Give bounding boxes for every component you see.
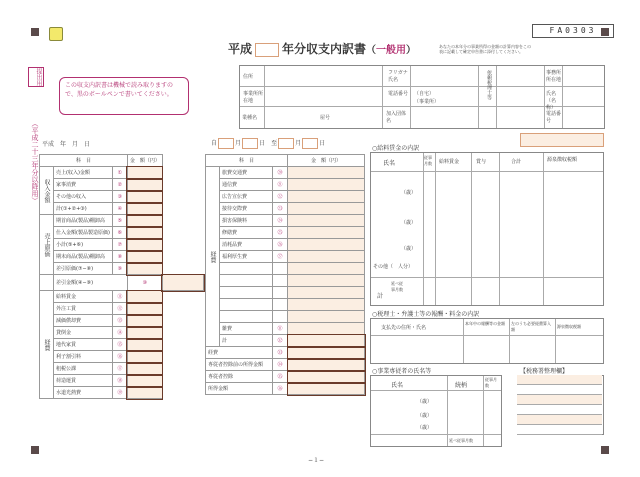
staff-age-3: （歳） bbox=[417, 425, 433, 431]
salary-months-total: 延べ従事月数 bbox=[391, 281, 403, 292]
table-row bbox=[206, 275, 365, 287]
amount-field[interactable] bbox=[288, 311, 365, 323]
label-phone-office: （事業所） bbox=[414, 99, 440, 105]
label-member: 加入団体名 bbox=[386, 111, 407, 124]
fee-panel bbox=[370, 318, 604, 364]
amount-field[interactable] bbox=[127, 167, 162, 179]
table-row bbox=[206, 263, 365, 275]
amount-field[interactable] bbox=[127, 363, 162, 375]
table-row bbox=[40, 239, 204, 251]
col-item-2: 科 目 bbox=[206, 155, 288, 167]
row-label: 減価償却費 bbox=[54, 315, 113, 327]
amount-field[interactable] bbox=[127, 303, 162, 315]
table-row bbox=[206, 215, 365, 227]
table-row bbox=[206, 239, 365, 251]
amount-field[interactable] bbox=[127, 291, 162, 303]
tax-office-heading: 【税務署整理欄】 bbox=[520, 368, 569, 375]
col-amount: 金 額（円） bbox=[127, 155, 162, 167]
salary-heading: ○給料賃金の内訳 bbox=[372, 145, 420, 152]
table-row bbox=[40, 179, 204, 191]
table-row bbox=[40, 191, 204, 203]
row-label: 期首商品(製品)棚卸高 bbox=[54, 215, 113, 227]
staff-heading: ○事業専従者の氏名等 bbox=[372, 368, 432, 375]
table-row bbox=[40, 387, 204, 399]
label-address: 住所 bbox=[243, 74, 254, 80]
staff-col-months: 従事月数 bbox=[485, 377, 497, 388]
amount-field[interactable] bbox=[288, 299, 365, 311]
period-line: 自 月 日 至 月 日 bbox=[211, 140, 326, 147]
label-phone-home: （自宅） bbox=[414, 91, 435, 97]
row-number: ㉖ bbox=[273, 239, 288, 251]
logo-icon bbox=[49, 27, 63, 41]
row-number: ⑳ bbox=[273, 167, 288, 179]
row-label bbox=[220, 263, 273, 275]
amount-field[interactable] bbox=[288, 239, 365, 251]
fee-col-name: 支払先の住所・氏名 bbox=[381, 325, 427, 331]
corner-mark-top-left bbox=[31, 28, 39, 36]
row-number: ㉟ bbox=[273, 371, 288, 383]
row-number: ⑯ bbox=[112, 351, 127, 363]
salary-col-bonus: 賞与 bbox=[476, 159, 487, 165]
label-trade: 業種名 bbox=[242, 115, 258, 121]
row-number: ㉜ bbox=[273, 335, 288, 347]
row-label bbox=[220, 287, 273, 299]
row-label: 専従者控除 bbox=[206, 371, 273, 383]
label-agent-name: 氏名（名称） bbox=[546, 91, 557, 111]
row-label: 修繕費 bbox=[220, 227, 273, 239]
year-box[interactable] bbox=[255, 43, 279, 57]
row-label: 損害保険料 bbox=[220, 215, 273, 227]
row-label: 消耗品費 bbox=[220, 239, 273, 251]
tax-office-row[interactable] bbox=[517, 385, 602, 395]
row-number: ㉓ bbox=[273, 203, 288, 215]
period-to-month[interactable] bbox=[278, 138, 294, 149]
row-label: 通信費 bbox=[220, 179, 273, 191]
fee-col-needed: 左のうち必要経費算入額 bbox=[511, 321, 551, 332]
table-row bbox=[40, 251, 204, 263]
table-row bbox=[206, 167, 365, 179]
amount-field[interactable] bbox=[288, 203, 365, 215]
row-number: ㉝ bbox=[273, 347, 288, 359]
table-row bbox=[40, 167, 204, 179]
table-row bbox=[206, 371, 365, 383]
amount-field[interactable] bbox=[162, 275, 203, 291]
row-label: 所得金額 bbox=[206, 383, 273, 395]
table-row bbox=[40, 315, 204, 327]
salary-code-box[interactable] bbox=[520, 133, 604, 147]
label-shop: 屋号 bbox=[320, 115, 331, 121]
row-number: ⑭ bbox=[112, 327, 127, 339]
row-label bbox=[220, 275, 273, 287]
row-label: 雑費 bbox=[220, 323, 273, 335]
row-label: 貸倒金 bbox=[54, 327, 113, 339]
amount-field[interactable] bbox=[127, 239, 162, 251]
section-label: 経費 bbox=[206, 167, 220, 347]
col-amount-2: 金 額（円） bbox=[288, 155, 365, 167]
amount-field[interactable] bbox=[288, 287, 365, 299]
row-label: 外注工賃 bbox=[54, 303, 113, 315]
side-label: （平成二十三年分以降用） bbox=[31, 120, 39, 204]
header-box bbox=[239, 65, 605, 129]
amount-field[interactable] bbox=[288, 323, 365, 335]
col-item: 科 目 bbox=[40, 155, 128, 167]
salary-age-2: （歳） bbox=[401, 220, 417, 226]
table-row bbox=[40, 327, 204, 339]
table-row bbox=[206, 191, 365, 203]
row-number: ㉒ bbox=[273, 191, 288, 203]
salary-col-total: 合計 bbox=[511, 159, 522, 165]
income-table bbox=[39, 154, 204, 399]
label-phone: 電話番号 bbox=[388, 91, 409, 97]
table-row bbox=[206, 179, 365, 191]
row-number: ⑫ bbox=[112, 303, 127, 315]
table-row bbox=[206, 299, 365, 311]
row-number: ㉞ bbox=[273, 359, 288, 371]
amount-field[interactable] bbox=[288, 347, 365, 359]
row-label: 荷造運賃 bbox=[54, 375, 113, 387]
row-number: ⑬ bbox=[112, 315, 127, 327]
row-number bbox=[273, 311, 288, 323]
expense-table bbox=[205, 154, 365, 395]
row-label: 計(①+②+③) bbox=[54, 203, 113, 215]
amount-field[interactable] bbox=[288, 263, 365, 275]
row-label: 期末商品(製品)棚卸高 bbox=[54, 251, 113, 263]
label-furigana: フリガナ bbox=[388, 70, 408, 76]
fee-col-amount: 本年中の報酬等の金額 bbox=[465, 321, 505, 326]
amount-field[interactable] bbox=[288, 179, 365, 191]
staff-col-name: 氏名 bbox=[391, 382, 404, 389]
period-from-day[interactable] bbox=[242, 138, 258, 149]
fee-heading: ○税理士・弁護士等の報酬・料金の内訳 bbox=[372, 311, 480, 318]
amount-field[interactable] bbox=[127, 387, 162, 399]
row-number: ⑮ bbox=[112, 339, 127, 351]
corner-mark-bottom-right bbox=[601, 446, 609, 454]
row-number: ⑧ bbox=[112, 251, 127, 263]
row-number: ③ bbox=[112, 191, 127, 203]
fee-col-tax: 源泉徴収税額 bbox=[557, 324, 581, 329]
staff-col-relation: 続柄 bbox=[455, 382, 468, 389]
row-label: 接待交際費 bbox=[220, 203, 273, 215]
row-number: ① bbox=[112, 167, 127, 179]
amount-field[interactable] bbox=[127, 327, 162, 339]
tax-office-row[interactable] bbox=[517, 375, 602, 385]
staff-age-1: （歳） bbox=[417, 399, 433, 405]
page-number: −１− bbox=[308, 457, 325, 464]
amount-field[interactable] bbox=[288, 215, 365, 227]
table-row bbox=[206, 287, 365, 299]
row-number: ㉑ bbox=[273, 179, 288, 191]
table-row bbox=[206, 359, 365, 371]
table-row bbox=[206, 203, 365, 215]
amount-field[interactable] bbox=[288, 251, 365, 263]
row-label: 家事消費 bbox=[54, 179, 113, 191]
label-name: 氏名 bbox=[388, 77, 399, 83]
period-from-month[interactable] bbox=[218, 138, 234, 149]
amount-field[interactable] bbox=[127, 191, 162, 203]
corner-mark-bottom-left bbox=[31, 446, 39, 454]
title-era: 平成 bbox=[228, 42, 253, 56]
amount-field[interactable] bbox=[127, 215, 162, 227]
row-label: 経費 bbox=[206, 347, 273, 359]
salary-age-3: （歳） bbox=[401, 246, 417, 252]
row-number: ⑲ bbox=[112, 387, 127, 399]
row-number bbox=[273, 287, 288, 299]
label-agent-phone: 電話番号 bbox=[546, 111, 562, 124]
table-row bbox=[40, 227, 204, 239]
label-agent-office: 事務所所在地 bbox=[546, 70, 562, 83]
row-number: ㉕ bbox=[273, 227, 288, 239]
staff-months-total: 延べ従事月数 bbox=[449, 438, 473, 443]
amount-field[interactable] bbox=[127, 315, 162, 327]
amount-field[interactable] bbox=[288, 167, 365, 179]
notice-text: あなたの本年分の事業所得の金額の計算内容をこの表に記載して確定申告書に添付してください。 bbox=[439, 44, 531, 54]
row-number: ㊱ bbox=[273, 383, 288, 395]
staff-panel bbox=[370, 375, 502, 447]
table-row bbox=[206, 323, 365, 335]
salary-total: 計 bbox=[377, 293, 384, 300]
label-office: 事業所所在地 bbox=[243, 91, 264, 104]
row-label: 給料賃金 bbox=[54, 291, 113, 303]
period-to-day[interactable] bbox=[302, 138, 318, 149]
row-number: ⑦ bbox=[112, 239, 127, 251]
table-row bbox=[40, 303, 204, 315]
row-label: 水道光熱費 bbox=[54, 387, 113, 399]
table-row bbox=[206, 251, 365, 263]
row-label: 旅費交通費 bbox=[220, 167, 273, 179]
side-tab: 提出用 bbox=[28, 67, 44, 87]
label-agent: 依頼税理士等 bbox=[486, 70, 492, 100]
section-label: 売上原価 bbox=[40, 215, 54, 275]
row-number: ② bbox=[112, 179, 127, 191]
table-row bbox=[40, 263, 204, 275]
section-label bbox=[40, 275, 54, 291]
table-row bbox=[40, 291, 204, 303]
salary-age-1: （歳） bbox=[401, 190, 417, 196]
table-row bbox=[206, 311, 365, 323]
table-row bbox=[206, 347, 365, 359]
row-number: ⑨ bbox=[112, 263, 127, 275]
row-number: ㉗ bbox=[273, 251, 288, 263]
row-label bbox=[220, 311, 273, 323]
table-row bbox=[40, 351, 204, 363]
row-label: その他の収入 bbox=[54, 191, 113, 203]
amount-field[interactable] bbox=[288, 371, 365, 383]
amount-field[interactable] bbox=[288, 359, 365, 371]
row-number: ㉛ bbox=[273, 323, 288, 335]
amount-field[interactable] bbox=[127, 339, 162, 351]
amount-field[interactable] bbox=[288, 383, 365, 395]
amount-field[interactable] bbox=[127, 227, 162, 239]
row-label: 租税公課 bbox=[54, 363, 113, 375]
row-number: ⑤ bbox=[112, 215, 127, 227]
row-number: ⑰ bbox=[112, 363, 127, 375]
row-label: 仕入金額(製品製造原価) bbox=[54, 227, 113, 239]
row-number: ④ bbox=[112, 203, 127, 215]
tax-office-row[interactable] bbox=[517, 425, 602, 435]
row-number: ⑩ bbox=[127, 275, 162, 291]
row-label: 差引原価(⑦−⑧) bbox=[54, 263, 113, 275]
table-row bbox=[40, 363, 204, 375]
row-label: 小計(⑤+⑥) bbox=[54, 239, 113, 251]
amount-field[interactable] bbox=[127, 179, 162, 191]
row-label bbox=[220, 299, 273, 311]
form-title bbox=[228, 40, 416, 57]
tax-office-row[interactable] bbox=[517, 415, 602, 425]
table-row bbox=[40, 203, 204, 215]
tax-office-row[interactable] bbox=[517, 395, 602, 405]
amount-field[interactable] bbox=[288, 191, 365, 203]
salary-panel bbox=[370, 152, 604, 306]
row-number: ⑥ bbox=[112, 227, 127, 239]
section-label: 経費 bbox=[40, 291, 54, 399]
amount-field[interactable] bbox=[127, 351, 162, 363]
title-main: 年分収支内訳書 bbox=[282, 42, 367, 56]
row-number bbox=[273, 275, 288, 287]
amount-field[interactable] bbox=[127, 263, 162, 275]
row-label: 福利厚生費 bbox=[220, 251, 273, 263]
staff-age-2: （歳） bbox=[417, 413, 433, 419]
salary-col-name: 氏名 bbox=[383, 160, 396, 167]
tax-office-row[interactable] bbox=[517, 405, 602, 415]
form-id: FA0303 bbox=[532, 24, 614, 38]
row-number: ⑱ bbox=[112, 375, 127, 387]
tax-office-rows bbox=[517, 375, 602, 435]
row-number bbox=[273, 299, 288, 311]
amount-field[interactable] bbox=[288, 227, 365, 239]
table-row bbox=[206, 383, 365, 395]
table-row bbox=[40, 375, 204, 387]
table-row bbox=[40, 339, 204, 351]
amount-field[interactable] bbox=[127, 375, 162, 387]
table-row bbox=[40, 275, 204, 291]
amount-field[interactable] bbox=[288, 275, 365, 287]
table-row bbox=[206, 335, 365, 347]
row-label: 地代家賃 bbox=[54, 339, 113, 351]
title-sub: （一般用） bbox=[366, 45, 417, 56]
amount-field[interactable] bbox=[127, 203, 162, 215]
salary-other: その他（ 人分） bbox=[373, 264, 414, 270]
pink-notice: この収支内訳書は機械で読み取りますので、黒のボールペンで書いてください。 bbox=[59, 77, 189, 115]
row-label: 利子割引料 bbox=[54, 351, 113, 363]
row-label: 専従者控除前の所得金額 bbox=[206, 359, 273, 371]
row-label: 差引金額(④−⑨) bbox=[54, 275, 128, 291]
amount-field[interactable] bbox=[127, 251, 162, 263]
salary-col-pay: 給料賃金 bbox=[439, 159, 460, 165]
row-label: 計 bbox=[220, 335, 273, 347]
table-row bbox=[206, 227, 365, 239]
amount-field[interactable] bbox=[288, 335, 365, 347]
salary-col-months: 従事月数 bbox=[424, 155, 432, 166]
row-label: 広告宣伝費 bbox=[220, 191, 273, 203]
section-label: 収入金額 bbox=[40, 167, 54, 215]
row-label: 売上(収入)金額 bbox=[54, 167, 113, 179]
row-number: ㉔ bbox=[273, 215, 288, 227]
table-row bbox=[40, 215, 204, 227]
row-number: ⑪ bbox=[112, 291, 127, 303]
salary-col-tax: 源泉徴収税額 bbox=[547, 157, 578, 163]
row-number bbox=[273, 263, 288, 275]
date-line: 平成 年 月 日 bbox=[42, 141, 91, 148]
